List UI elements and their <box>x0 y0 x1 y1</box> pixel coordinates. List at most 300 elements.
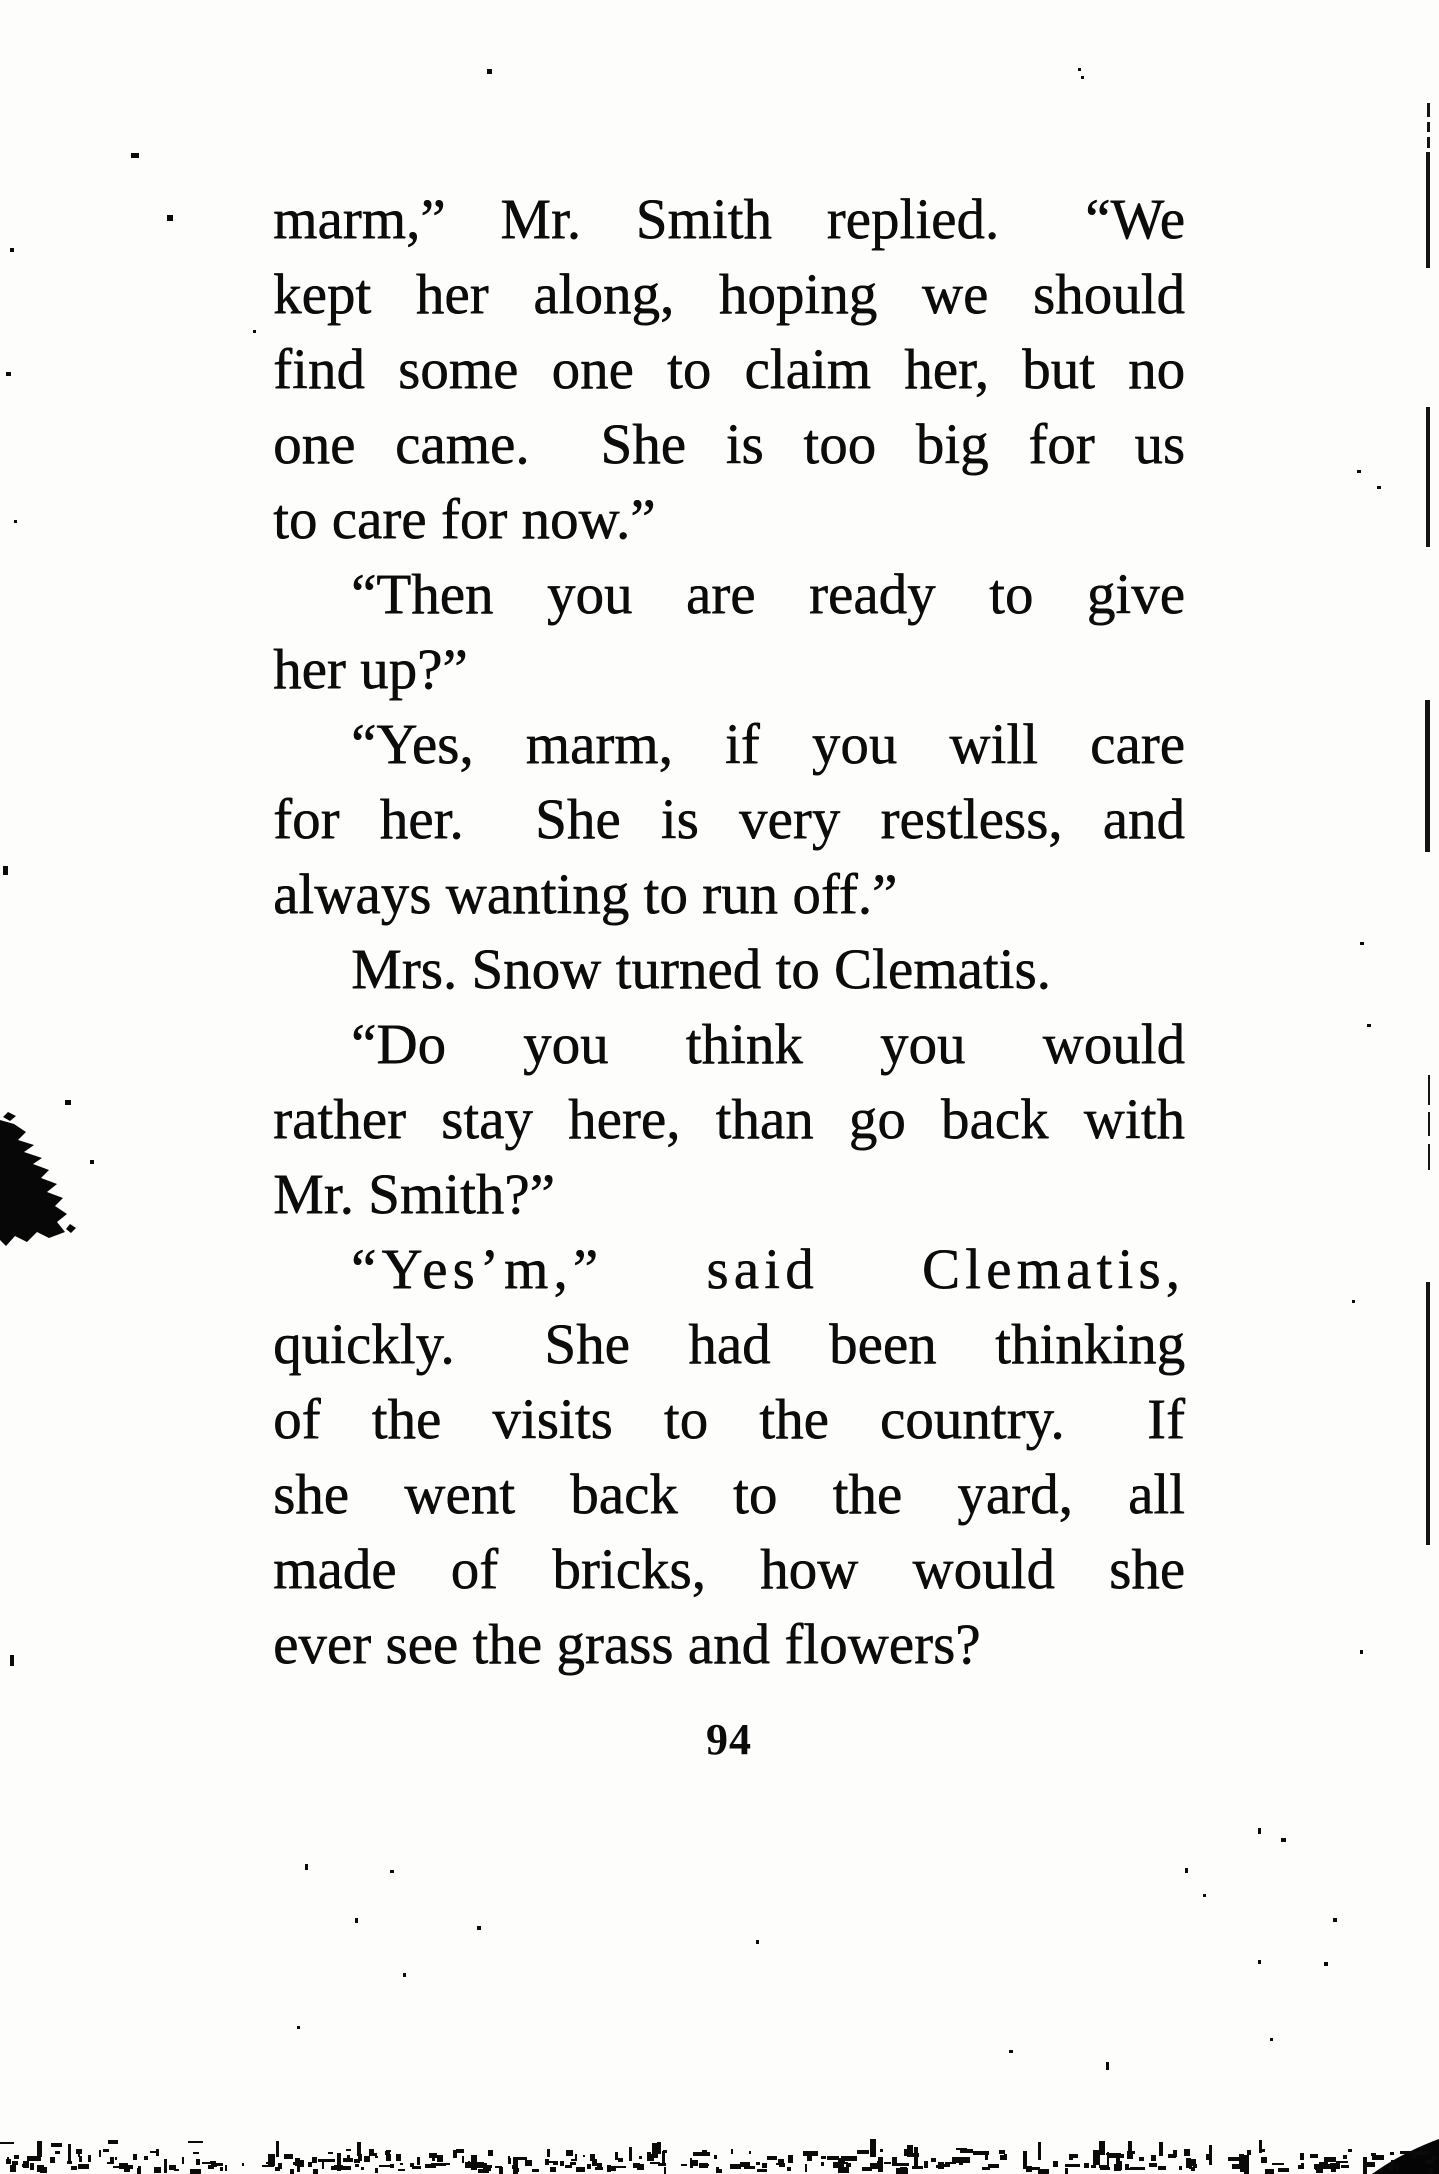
torn-edge-speck <box>220 2167 223 2171</box>
torn-edge-speck <box>429 2153 437 2158</box>
torn-edge-smudge <box>1125 2164 1129 2170</box>
torn-edge-speck <box>133 2154 137 2160</box>
torn-edge-smudge <box>1366 2162 1369 2166</box>
text-line-20: ever see the grass and flowers? <box>273 1613 981 1676</box>
word: back <box>570 1463 678 1526</box>
word: you <box>546 563 633 626</box>
torn-edge-smudge <box>846 2163 851 2167</box>
torn-edge-smudge <box>744 2167 752 2169</box>
torn-edge-speck <box>681 2164 687 2166</box>
torn-edge-smudge <box>1091 2165 1096 2168</box>
torn-edge-speck <box>550 2167 556 2172</box>
torn-edge-smudge <box>290 2169 294 2174</box>
word: to <box>666 338 712 401</box>
torn-edge-smudge <box>465 2162 476 2168</box>
word: all <box>1127 1463 1185 1526</box>
torn-edge-speck <box>312 2157 317 2163</box>
dust-speck-34 <box>1270 2038 1273 2041</box>
torn-edge-speck <box>615 2166 626 2168</box>
torn-edge-speck <box>730 2164 741 2169</box>
torn-edge-speck <box>1209 2145 1212 2165</box>
torn-edge-speck <box>587 2164 591 2169</box>
page-edge-line-2 <box>1427 122 1430 132</box>
torn-edge-speck <box>1099 2165 1107 2168</box>
torn-edge-smudge <box>870 2163 877 2169</box>
torn-edge-speck <box>1173 2150 1177 2157</box>
torn-edge-smudge <box>1429 2168 1433 2174</box>
page-edge-line-1 <box>1427 103 1430 117</box>
word: kept <box>273 263 372 326</box>
torn-edge-speck <box>196 2159 200 2165</box>
dust-speck-24 <box>297 2026 300 2029</box>
dust-speck-32 <box>1258 1960 1261 1964</box>
word: is <box>725 413 764 476</box>
word: and <box>1102 788 1185 851</box>
torn-edge-speck <box>870 2139 876 2157</box>
dust-speck-20 <box>355 1918 358 1923</box>
torn-edge-speck <box>702 2150 707 2152</box>
word: marm, <box>525 713 673 776</box>
torn-edge-speck <box>1084 2163 1089 2168</box>
dust-speck-11 <box>10 1655 14 1666</box>
torn-edge-speck <box>357 2142 361 2156</box>
word: If <box>1146 1388 1185 1451</box>
dust-speck-15 <box>1367 1024 1371 1027</box>
torn-edge-speck <box>6 2159 11 2164</box>
torn-edge-speck <box>805 2164 807 2172</box>
torn-edge-speck <box>50 2157 55 2163</box>
dust-speck-5 <box>1078 68 1081 71</box>
torn-edge-speck <box>355 2164 359 2167</box>
text-line-17 <box>273 1382 1185 1457</box>
word: restless, <box>880 788 1063 851</box>
word: said <box>706 1238 819 1301</box>
text-line-16 <box>273 1307 1185 1382</box>
page-number: 94 <box>706 1715 752 1764</box>
word: care <box>1090 713 1185 776</box>
torn-edge-speck <box>560 2161 564 2166</box>
page-edge-line-4 <box>1426 152 1430 268</box>
dust-speck-18 <box>390 1870 394 1873</box>
text-line-6 <box>273 557 1185 632</box>
torn-edge-smudge <box>107 2162 113 2164</box>
torn-edge-speck <box>182 2157 184 2164</box>
word: here, <box>567 1088 681 1151</box>
word: very <box>738 788 841 851</box>
word: Smith <box>635 188 772 251</box>
word: She <box>535 788 621 851</box>
word: are <box>685 563 756 626</box>
word: to <box>663 1388 709 1451</box>
torn-edge-speck <box>225 2165 227 2171</box>
torn-edge-speck <box>877 2161 880 2169</box>
torn-edge-smudge <box>119 2163 128 2169</box>
word: She <box>544 1313 630 1376</box>
page-edge-line-7 <box>1428 1075 1430 1105</box>
torn-edge-speck <box>99 2150 101 2157</box>
text-line-5: to care for now.” <box>273 488 656 551</box>
dust-speck-13 <box>1377 486 1381 489</box>
torn-edge-speck <box>144 2156 148 2160</box>
word: big <box>915 413 989 476</box>
torn-edge-speck <box>960 2149 973 2153</box>
torn-edge-smudge <box>1389 2166 1395 2168</box>
torn-edge-speck <box>1139 2157 1144 2161</box>
text-line-10: always wanting to run off.” <box>273 863 898 926</box>
torn-edge-speck <box>571 2159 577 2161</box>
word: marm,” <box>273 188 446 251</box>
text-line-1 <box>273 182 1185 257</box>
torn-edge-smudge <box>833 2162 844 2168</box>
torn-edge-smudge <box>716 2169 722 2173</box>
text-line-18 <box>273 1457 1185 1532</box>
torn-edge-smudge <box>308 2162 312 2167</box>
torn-edge-speck <box>1425 2160 1433 2164</box>
torn-edge-speck <box>1127 2151 1135 2154</box>
torn-edge-speck <box>827 2156 839 2160</box>
word: yard, <box>957 1463 1073 1526</box>
torn-edge-speck <box>914 2147 918 2167</box>
torn-edge-speck <box>437 2155 443 2162</box>
word: with <box>1083 1088 1185 1151</box>
torn-edge-speck <box>78 2152 80 2157</box>
torn-edge-smudge <box>38 2168 46 2170</box>
torn-edge-speck <box>68 2144 71 2164</box>
torn-edge-speck <box>193 2152 199 2154</box>
torn-edge-smudge <box>1118 2164 1122 2170</box>
torn-edge-speck <box>1261 2157 1267 2163</box>
torn-edge-speck <box>30 2163 34 2170</box>
torn-edge-speck <box>525 2160 532 2166</box>
torn-edge-speck <box>328 2152 333 2154</box>
torn-edge-speck <box>931 2158 936 2162</box>
torn-edge-smudge <box>1150 2164 1157 2167</box>
word: replied. <box>826 188 1000 251</box>
text-line-15 <box>273 1232 1185 1307</box>
torn-edge-smudge <box>1265 2169 1274 2174</box>
torn-edge-speck <box>618 2158 623 2162</box>
torn-edge-speck <box>400 2163 403 2165</box>
torn-edge-smudge <box>262 2165 274 2167</box>
torn-edge-smudge <box>1298 2165 1303 2169</box>
torn-edge-smudge <box>936 2165 940 2168</box>
torn-edge-smudge <box>565 2165 572 2168</box>
torn-edge-smudge <box>1191 2167 1195 2171</box>
torn-edge-smudge <box>1337 2163 1340 2168</box>
torn-edge-smudge <box>478 2169 489 2173</box>
word: bricks, <box>552 1538 706 1601</box>
torn-edge-smudge <box>1065 2168 1068 2174</box>
text-line-2 <box>273 257 1185 332</box>
torn-edge-speck <box>108 2140 118 2144</box>
dust-speck-26 <box>1106 2062 1109 2070</box>
torn-edge-speck <box>1416 2151 1429 2155</box>
torn-edge-speck <box>690 2161 693 2168</box>
word: to <box>988 563 1034 626</box>
word: the <box>371 1388 442 1451</box>
torn-edge-speck <box>664 2167 666 2174</box>
word: of <box>450 1538 499 1601</box>
word: how <box>760 1538 859 1601</box>
dust-speck-8 <box>6 372 11 376</box>
dust-speck-19 <box>305 1864 308 1870</box>
word: for <box>1028 413 1095 476</box>
torn-edge-speck <box>841 2156 857 2161</box>
word: along, <box>533 263 675 326</box>
word: you <box>811 713 898 776</box>
dust-speck-9 <box>14 520 17 523</box>
ink-blot-artifact <box>0 1112 84 1258</box>
torn-edge-speck <box>242 2163 244 2166</box>
torn-edge-smudge <box>595 2167 603 2170</box>
torn-edge-speck <box>1259 2140 1262 2153</box>
word: came. <box>394 413 530 476</box>
torn-edge-speck <box>364 2156 370 2162</box>
word: find <box>273 338 365 401</box>
torn-edge-smudge <box>787 2167 791 2171</box>
torn-edge-speck <box>396 2154 401 2161</box>
torn-edge-speck <box>1390 2152 1394 2155</box>
word: she <box>1109 1538 1185 1601</box>
torn-edge-smudge <box>779 2163 785 2167</box>
torn-edge-smudge <box>1031 2167 1040 2170</box>
torn-edge-speck <box>1272 2163 1284 2165</box>
torn-edge-speck <box>1348 2149 1352 2152</box>
dust-speck-31 <box>1333 1918 1337 1922</box>
torn-edge-speck <box>767 2156 777 2160</box>
torn-edge-smudge <box>398 2169 405 2171</box>
torn-edge-speck <box>566 2150 573 2156</box>
torn-edge-speck <box>1065 2164 1080 2167</box>
torn-edge-speck <box>1300 2153 1304 2160</box>
torn-edge-speck <box>297 2165 300 2172</box>
torn-edge-smudge <box>757 2169 767 2172</box>
torn-edge-speck <box>287 2154 292 2156</box>
word: no <box>1128 338 1185 401</box>
dust-speck-14 <box>1360 942 1364 945</box>
torn-edge-speck <box>375 2156 378 2158</box>
torn-edge-speck <box>488 2150 493 2156</box>
dust-speck-30 <box>1203 1894 1206 1897</box>
torn-edge-speck <box>1151 2155 1156 2161</box>
word: go <box>848 1088 906 1151</box>
word: too <box>803 413 877 476</box>
torn-edge-speck <box>138 2166 141 2169</box>
torn-edge-speck <box>1343 2155 1347 2159</box>
text-line-12 <box>273 1007 1185 1082</box>
word: thinking <box>994 1313 1185 1376</box>
word: stay <box>441 1088 533 1151</box>
word: you <box>523 1013 609 1076</box>
torn-edge-speck <box>1159 2142 1163 2156</box>
torn-edge-speck <box>610 2166 616 2171</box>
torn-edge-speck <box>354 2159 360 2163</box>
torn-edge-smudge <box>174 2169 179 2171</box>
torn-edge-smudge <box>37 2165 44 2167</box>
word: we <box>921 263 989 326</box>
word: “We <box>1085 188 1185 251</box>
torn-edge-smudge <box>576 2167 585 2172</box>
torn-edge-smudge <box>390 2164 394 2168</box>
torn-edge-speck <box>583 2155 585 2157</box>
dust-speck-4 <box>487 69 492 74</box>
dust-speck-2 <box>167 215 173 221</box>
torn-edge-smudge <box>78 2164 89 2169</box>
word: visits <box>492 1388 613 1451</box>
word: claim <box>744 338 871 401</box>
word: ready <box>808 563 936 626</box>
torn-edge-smudge <box>1319 2162 1328 2167</box>
word: is <box>660 788 699 851</box>
word: “Then <box>351 563 494 626</box>
torn-edge-smudge <box>341 2166 351 2170</box>
dust-speck-27 <box>1258 1828 1261 1834</box>
torn-edge-smudge <box>633 2163 640 2168</box>
text-line-14: Mr. Smith?” <box>273 1163 555 1226</box>
torn-edge-speck <box>10 2165 16 2172</box>
torn-edge-speck <box>647 2152 651 2156</box>
torn-edge-speck <box>880 2149 883 2152</box>
dust-speck-12 <box>1357 470 1361 473</box>
word: hoping <box>718 263 878 326</box>
word: would <box>912 1538 1055 1601</box>
dust-speck-25 <box>1009 2050 1013 2053</box>
word: went <box>404 1463 515 1526</box>
dust-speck-1 <box>131 153 139 158</box>
torn-edge-speck <box>150 2151 159 2153</box>
word: would <box>1042 1013 1185 1076</box>
word: the <box>759 1388 829 1451</box>
torn-edge-speck <box>55 2151 60 2154</box>
dust-speck-7 <box>10 248 14 252</box>
dust-speck-28 <box>1281 1838 1286 1842</box>
torn-edge-speck <box>821 2156 826 2159</box>
torn-edge-smudge <box>821 2162 824 2166</box>
word: will <box>949 713 1038 776</box>
torn-edge-speck <box>1179 2166 1182 2170</box>
torn-edge-speck <box>1000 2155 1007 2160</box>
torn-edge-smudge <box>896 2168 908 2174</box>
torn-edge-speck <box>371 2153 377 2156</box>
torn-edge-speck <box>115 2157 117 2160</box>
torn-edge-speck <box>1206 2154 1209 2160</box>
torn-edge-speck <box>275 2167 280 2171</box>
word: rather <box>273 1088 406 1151</box>
word: give <box>1086 563 1185 626</box>
torn-edge-smudge <box>412 2166 421 2169</box>
torn-edge-speck <box>385 2151 390 2155</box>
torn-edge-smudge <box>514 2168 519 2172</box>
page-edge-line-5 <box>1426 407 1430 547</box>
torn-edge-speck <box>462 2156 464 2163</box>
torn-edge-speck <box>788 2155 793 2163</box>
word: one <box>551 338 634 401</box>
page-edge-line-6 <box>1425 700 1430 852</box>
torn-edge-speck <box>188 2141 203 2143</box>
torn-edge-smudge <box>1158 2166 1166 2170</box>
torn-edge-speck <box>749 2151 751 2154</box>
torn-edge-speck <box>347 2155 350 2160</box>
word: to <box>732 1463 778 1526</box>
torn-edge-speck <box>892 2157 897 2164</box>
torn-edge-speck <box>1184 2149 1190 2156</box>
torn-edge-smudge <box>699 2163 708 2168</box>
torn-edge-smudge <box>756 2162 760 2165</box>
torn-edge-speck <box>762 2163 767 2168</box>
word: she <box>273 1463 349 1526</box>
dust-speck-35 <box>65 1100 71 1105</box>
word: us <box>1134 413 1185 476</box>
word: if <box>724 713 760 776</box>
word: “Yes, <box>351 713 474 776</box>
torn-edge-speck <box>88 2155 91 2162</box>
torn-edge-speck <box>1310 2154 1318 2158</box>
torn-edge-speck <box>71 2166 77 2170</box>
dust-speck-29 <box>1185 1868 1188 1873</box>
word: She <box>600 413 686 476</box>
torn-edge-speck <box>417 2157 420 2165</box>
dust-speck-16 <box>1352 1300 1355 1303</box>
torn-edge-smudge <box>532 2169 539 2172</box>
torn-edge-speck <box>361 2167 364 2170</box>
text-line-8 <box>273 707 1185 782</box>
torn-edge-smudge <box>658 2163 666 2166</box>
word: back <box>940 1088 1049 1151</box>
word: made <box>273 1538 397 1601</box>
torn-edge-speck <box>663 2150 667 2153</box>
torn-edge-smudge <box>434 2163 446 2166</box>
torn-edge-smudge <box>1232 2164 1242 2169</box>
torn-edge-smudge <box>190 2169 201 2174</box>
torn-edge-speck <box>51 2143 62 2147</box>
text-line-11: Mrs. Snow turned to Clematis. <box>351 938 1051 1001</box>
torn-edge-speck <box>23 2162 29 2168</box>
torn-edge-speck <box>1038 2142 1041 2160</box>
dust-speck-36 <box>90 1160 94 1164</box>
torn-edge-speck <box>1099 2141 1105 2155</box>
word: Clematis, <box>921 1238 1185 1301</box>
torn-edge-smudge <box>211 2163 217 2167</box>
word: “Yes’m,” <box>351 1238 604 1301</box>
text-line-4 <box>273 407 1185 482</box>
torn-edge-smudge <box>1331 2167 1336 2172</box>
torn-edge-speck <box>0 2142 14 2144</box>
torn-edge-smudge <box>1278 2168 1289 2172</box>
word: one <box>273 413 356 476</box>
word: of <box>273 1388 321 1451</box>
torn-edge-speck <box>1128 2141 1132 2158</box>
word: but <box>1022 338 1095 401</box>
torn-edge-speck <box>318 2159 335 2162</box>
word: her <box>415 263 489 326</box>
text-line-13 <box>273 1082 1185 1157</box>
torn-edge-speck <box>1412 2151 1416 2158</box>
torn-edge-speck <box>1053 2161 1058 2167</box>
torn-edge-speck <box>857 2150 869 2154</box>
torn-edge-speck <box>693 2152 710 2156</box>
torn-edge-speck <box>1372 2155 1384 2160</box>
word: “Do <box>351 1013 446 1076</box>
torn-edge-smudge <box>1341 2165 1349 2168</box>
torn-edge-smudge <box>943 2164 950 2167</box>
torn-edge-speck <box>714 2155 717 2159</box>
text-line-9 <box>273 782 1185 857</box>
word: Mr. <box>500 188 581 251</box>
torn-edge-speck <box>553 2163 558 2165</box>
torn-edge-speck <box>499 2167 503 2174</box>
torn-edge-speck <box>999 2150 1005 2154</box>
torn-edge-smudge <box>154 2167 161 2173</box>
